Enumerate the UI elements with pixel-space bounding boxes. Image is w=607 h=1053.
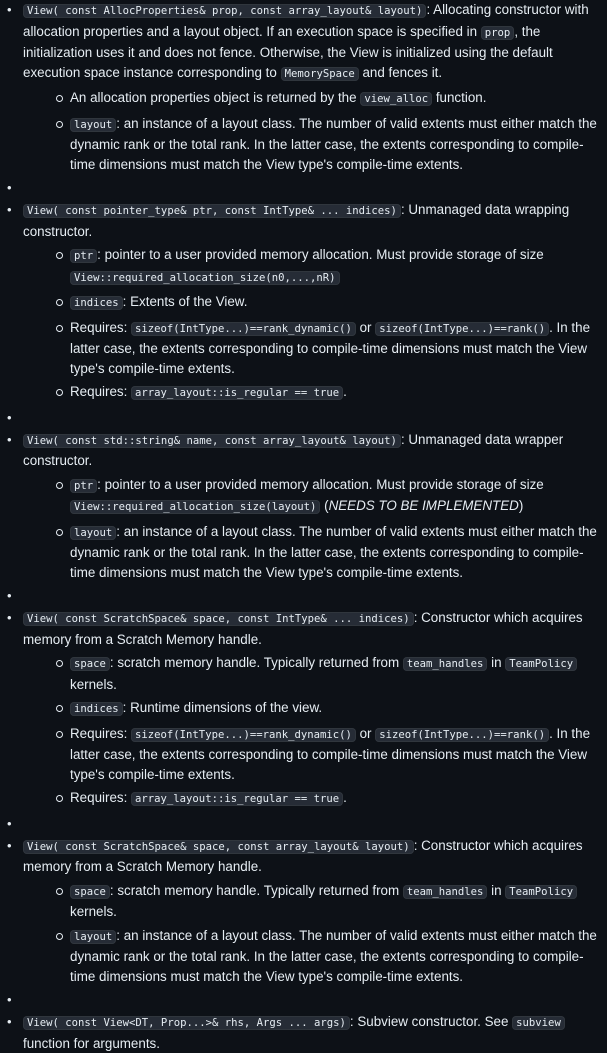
inline-code: View::required_allocation_size(layout)	[70, 500, 320, 514]
sub-text: kernels.	[70, 904, 117, 919]
sub-text: : an instance of a layout class. The number of valid extents must either match the dynamic rank or the total rank. In the latter case, the extents corresponding to compile-time dimensions must match the View type's compile-time extents.	[70, 115, 597, 172]
signature-code: View( const ScratchSpace& space, const IntType& ... indices)	[23, 612, 414, 626]
inline-code: team_handles	[403, 657, 488, 671]
sub-text: : an instance of a layout class. The number of valid extents must either match the dynamic rank or the total rank. In the latter case, the extents corresponding to compile-time dimensions must match the View type's compile-time extents.	[70, 523, 597, 580]
sub-text: or	[355, 319, 376, 335]
signature-code: View( const ScratchSpace& space, const array_layout& layout)	[23, 840, 414, 854]
sub-item: ptr : pointer to a user provided memory allocation. Must provide storage of size View::required_allocation_size(layout) (NEEDS TO BE IMPLEMENTED)	[23, 475, 599, 518]
inline-code: sizeof(IntType...)==rank_dynamic()	[131, 322, 356, 336]
inline-code: space	[70, 657, 110, 671]
constructor-subview	[0, 1012, 599, 1053]
sub-text: : scratch memory handle. Typically returned from	[109, 882, 403, 898]
inline-code: layout	[70, 118, 116, 132]
sub-item	[23, 881, 599, 922]
sub-list	[23, 881, 599, 987]
inline-code: ptr	[70, 479, 97, 493]
sub-item	[23, 698, 599, 720]
sub-text: . In the latter case, the extents corresponding to compile-time dimensions must match the View type's compile-time extents.	[70, 319, 591, 376]
sub-text: . In the latter case, the extents corresponding to compile-time dimensions must match the View type's compile-time extents.	[70, 725, 591, 782]
sub-item	[23, 522, 599, 583]
inline-code: team_handles	[403, 885, 488, 899]
inline-code: TeamPolicy	[505, 657, 577, 671]
constructor-alloc-properties	[0, 0, 599, 174]
signature-code: View( const pointer_type& ptr, const IntType& ... indices)	[23, 204, 401, 218]
sub-text: An allocation properties object is returned by the	[70, 90, 361, 105]
description-text: : Allocating constructor with allocation properties and a layout object. If an execution space is specified in	[23, 2, 589, 39]
constructor-pointer-indices	[0, 200, 599, 404]
sub-text: in	[487, 655, 506, 670]
description-text: and fences it.	[358, 64, 443, 80]
inline-code: sizeof(IntType...)==rank()	[375, 322, 549, 336]
sub-text: Requires:	[70, 790, 132, 805]
sub-item	[23, 292, 599, 314]
signature-code: View( const std::string& name, const array_layout& layout)	[23, 434, 401, 448]
sub-text: : pointer to a user provided memory allocation. Must provide storage of size	[97, 247, 544, 262]
sub-list	[23, 475, 599, 583]
inline-code: array_layout::is_regular == true	[131, 386, 343, 400]
sub-item	[23, 788, 599, 810]
sub-text: .	[343, 384, 347, 399]
description-text: , the initialization uses it and does not fence. Otherwise, the View is initialized using the default execution space instance corresponding to	[23, 23, 553, 80]
sub-text: : an instance of a layout class. The number of valid extents must either match the dynamic rank or the total rank. In the latter case, the extents corresponding to compile-time dimensions must match the View type's compile-time extents.	[70, 927, 597, 984]
sub-item	[23, 114, 599, 175]
inline-code: view_alloc	[360, 92, 432, 106]
spacer	[0, 408, 599, 430]
sub-text: kernels.	[70, 676, 117, 692]
inline-code: sizeof(IntType...)==rank()	[375, 728, 549, 742]
sub-text: : Extents of the View.	[122, 294, 248, 309]
sub-text: .	[343, 790, 347, 805]
sub-text: in	[487, 882, 506, 898]
sub-text: Requires:	[70, 384, 132, 399]
sub-text: function.	[432, 90, 487, 105]
sub-list	[23, 88, 599, 174]
sub-text: : scratch memory handle. Typically returned from	[109, 655, 403, 670]
description-text: : Subview constructor. See	[349, 1014, 513, 1029]
inline-code: layout	[70, 930, 116, 944]
sub-item	[23, 926, 599, 987]
inline-code: MemorySpace	[281, 67, 359, 81]
inline-code: subview	[512, 1016, 565, 1030]
description-text: function for arguments.	[23, 1035, 160, 1051]
description-text: : Constructor which acquires memory from a Scratch Memory handle.	[23, 610, 583, 647]
sub-text: or	[355, 725, 376, 741]
inline-code: sizeof(IntType...)==rank_dynamic()	[131, 728, 356, 742]
sub-item	[23, 724, 599, 785]
signature-code: View( const AllocProperties& prop, const array_layout& layout)	[23, 4, 426, 18]
sub-item	[23, 318, 599, 379]
sub-text: : Runtime dimensions of the view.	[122, 700, 323, 715]
description-text: : Unmanaged data wrapping constructor.	[23, 202, 570, 239]
description-text: : Constructor which acquires memory from a Scratch Memory handle.	[23, 837, 583, 874]
inline-code: TeamPolicy	[505, 885, 577, 899]
sub-text: Requires:	[70, 319, 132, 335]
sub-item	[23, 88, 599, 110]
inline-code: indices	[70, 702, 123, 716]
spacer	[0, 814, 599, 836]
inline-code: array_layout::is_regular == true	[131, 792, 343, 806]
description-text: : Unmanaged data wrapper constructor.	[23, 431, 564, 468]
spacer	[0, 586, 599, 608]
spacer	[0, 178, 599, 200]
inline-code: layout	[70, 526, 116, 540]
sub-text: : pointer to a user provided memory allocation. Must provide storage of size	[97, 476, 544, 492]
constructor-scratch-indices	[0, 608, 599, 810]
sub-list	[23, 245, 599, 404]
spacer	[0, 990, 599, 1012]
inline-code: indices	[70, 296, 123, 310]
sub-item	[23, 653, 599, 694]
note-emphasis: NEEDS TO BE IMPLEMENTED	[328, 498, 519, 513]
sub-list	[23, 653, 599, 810]
sub-item	[23, 382, 599, 404]
inline-code: space	[70, 885, 110, 899]
sub-item	[23, 245, 599, 288]
inline-code: View::required_allocation_size(n0,...,nR)	[70, 271, 340, 285]
inline-code: prop	[481, 26, 515, 40]
inline-code: ptr	[70, 249, 97, 263]
sub-text: Requires:	[70, 725, 132, 741]
constructor-name-layout	[0, 430, 599, 583]
constructor-scratch-layout	[0, 836, 599, 987]
signature-code: View( const View<DT, Prop...>& rhs, Args ... args)	[23, 1016, 350, 1030]
